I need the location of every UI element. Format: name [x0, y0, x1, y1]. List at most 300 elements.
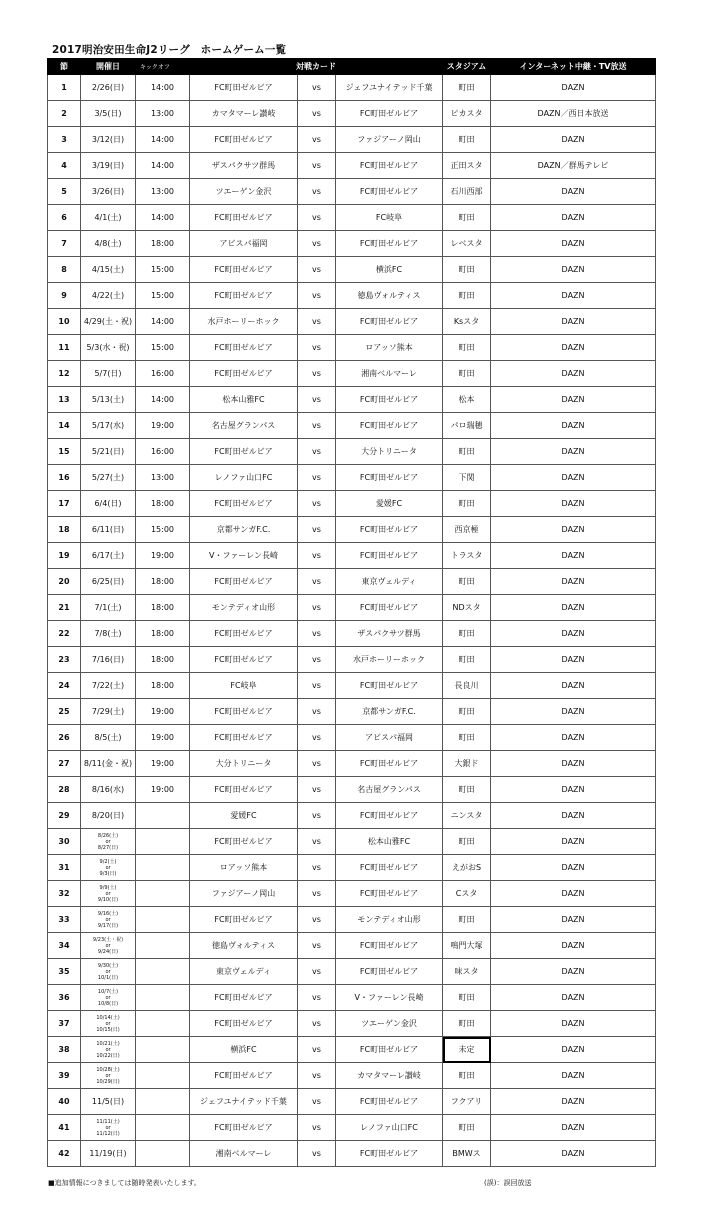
vs-label: vs	[298, 673, 336, 699]
table-row	[48, 621, 656, 647]
vs-label: vs	[298, 257, 336, 283]
home-team: FC町田ゼルビア	[190, 725, 298, 751]
home-team: V・ファーレン長崎	[190, 543, 298, 569]
section-number: 25	[48, 699, 81, 725]
kickoff-time: 14:00	[136, 127, 190, 153]
match-date: 4/15(土)	[81, 257, 136, 283]
section-number: 42	[48, 1141, 81, 1167]
away-team: 大分トリニータ	[336, 439, 443, 465]
kickoff-time: 19:00	[136, 751, 190, 777]
table-row	[48, 985, 656, 1011]
away-team: 湘南ベルマーレ	[336, 361, 443, 387]
table-row	[48, 517, 656, 543]
home-team: 愛媛FC	[190, 803, 298, 829]
vs-label: vs	[298, 465, 336, 491]
kickoff-time: 15:00	[136, 335, 190, 361]
vs-label: vs	[298, 647, 336, 673]
table-header-row	[48, 59, 656, 75]
stadium-name: 町田	[443, 127, 491, 153]
stadium-name: NDスタ	[443, 595, 491, 621]
vs-label: vs	[298, 1141, 336, 1167]
section-number: 41	[48, 1115, 81, 1141]
stadium-name: 町田	[443, 257, 491, 283]
table-row	[48, 725, 656, 751]
away-team: FC町田ゼルビア	[336, 179, 443, 205]
section-number: 6	[48, 205, 81, 231]
broadcast-info: DAZN	[491, 257, 656, 283]
kickoff-time: 18:00	[136, 621, 190, 647]
away-team: FC岐阜	[336, 205, 443, 231]
kickoff-time: 18:00	[136, 491, 190, 517]
stadium-name: 町田	[443, 491, 491, 517]
section-number: 20	[48, 569, 81, 595]
section-number: 26	[48, 725, 81, 751]
broadcast-info: DAZN	[491, 75, 656, 101]
broadcast-info: DAZN	[491, 829, 656, 855]
kickoff-time	[136, 855, 190, 881]
section-number: 23	[48, 647, 81, 673]
broadcast-info: DAZN	[491, 959, 656, 985]
kickoff-time	[136, 1063, 190, 1089]
home-team: ジェフユナイテッド千葉	[190, 1089, 298, 1115]
home-team: FC町田ゼルビア	[190, 777, 298, 803]
page-title: 2017明治安田生命J2リーグ ホームゲーム一覧	[52, 44, 287, 56]
away-team: FC町田ゼルビア	[336, 413, 443, 439]
table-row	[48, 803, 656, 829]
vs-label: vs	[298, 75, 336, 101]
match-date-line: 10/14(土)	[96, 1014, 120, 1021]
match-date: 8/20(日)	[81, 803, 136, 829]
away-team: アビスパ福岡	[336, 725, 443, 751]
match-date	[81, 1115, 136, 1141]
section-number: 14	[48, 413, 81, 439]
match-date	[81, 959, 136, 985]
table-row	[48, 673, 656, 699]
stadium-name: 石川西部	[443, 179, 491, 205]
match-date-line: or	[105, 942, 111, 949]
match-date: 5/21(日)	[81, 439, 136, 465]
header-card: 対戦カード	[190, 59, 443, 75]
table-row	[48, 439, 656, 465]
away-team: FC町田ゼルビア	[336, 517, 443, 543]
match-date	[81, 907, 136, 933]
home-team: FC町田ゼルビア	[190, 127, 298, 153]
table-row	[48, 335, 656, 361]
kickoff-time	[136, 985, 190, 1011]
table-row	[48, 1089, 656, 1115]
table-row	[48, 231, 656, 257]
table-row	[48, 543, 656, 569]
match-date: 6/17(土)	[81, 543, 136, 569]
broadcast-info: DAZN	[491, 985, 656, 1011]
table-row	[48, 959, 656, 985]
away-team: 横浜FC	[336, 257, 443, 283]
section-number: 34	[48, 933, 81, 959]
match-date-line: 10/7(土)	[97, 988, 119, 995]
match-date: 6/4(日)	[81, 491, 136, 517]
broadcast-info: DAZN	[491, 361, 656, 387]
home-team: 横浜FC	[190, 1037, 298, 1063]
match-date-line: or	[105, 864, 111, 871]
home-team: 松本山雅FC	[190, 387, 298, 413]
home-team: 水戸ホーリーホック	[190, 309, 298, 335]
section-number: 11	[48, 335, 81, 361]
vs-label: vs	[298, 959, 336, 985]
vs-label: vs	[298, 751, 336, 777]
kickoff-time: 15:00	[136, 283, 190, 309]
broadcast-info: DAZN	[491, 413, 656, 439]
match-date	[81, 985, 136, 1011]
kickoff-time	[136, 803, 190, 829]
table-row	[48, 179, 656, 205]
section-number: 5	[48, 179, 81, 205]
stadium-name: 鳴門大塚	[443, 933, 491, 959]
match-date-line: 8/27(日)	[97, 844, 119, 851]
table-row	[48, 1063, 656, 1089]
broadcast-info: DAZN	[491, 335, 656, 361]
stadium-name: 松本	[443, 387, 491, 413]
section-number: 29	[48, 803, 81, 829]
match-date-line: or	[105, 916, 111, 923]
away-team: FC町田ゼルビア	[336, 1141, 443, 1167]
home-team: 大分トリニータ	[190, 751, 298, 777]
broadcast-info: DAZN	[491, 231, 656, 257]
stadium-name: トラスタ	[443, 543, 491, 569]
table-row	[48, 569, 656, 595]
home-team: 湘南ベルマーレ	[190, 1141, 298, 1167]
match-date: 3/5(日)	[81, 101, 136, 127]
broadcast-info: DAZN	[491, 1037, 656, 1063]
kickoff-time: 18:00	[136, 647, 190, 673]
match-date: 11/19(日)	[81, 1141, 136, 1167]
vs-label: vs	[298, 1115, 336, 1141]
stadium-name: 町田	[443, 829, 491, 855]
home-team: ザスパクサツ群馬	[190, 153, 298, 179]
kickoff-time: 18:00	[136, 231, 190, 257]
vs-label: vs	[298, 803, 336, 829]
kickoff-time	[136, 1141, 190, 1167]
table-row	[48, 933, 656, 959]
match-date: 4/22(土)	[81, 283, 136, 309]
home-team: FC町田ゼルビア	[190, 75, 298, 101]
kickoff-time	[136, 829, 190, 855]
match-date-line: or	[105, 968, 111, 975]
section-number: 1	[48, 75, 81, 101]
broadcast-info: DAZN	[491, 673, 656, 699]
stadium-name: 町田	[443, 283, 491, 309]
match-date-line: or	[105, 1046, 111, 1053]
away-team: ファジアーノ岡山	[336, 127, 443, 153]
header-stadium: スタジアム	[443, 59, 491, 75]
section-number: 15	[48, 439, 81, 465]
match-date-line: 10/15(日)	[96, 1026, 120, 1033]
away-team: 名古屋グランパス	[336, 777, 443, 803]
vs-label: vs	[298, 361, 336, 387]
home-team: アビスパ福岡	[190, 231, 298, 257]
home-team: 名古屋グランパス	[190, 413, 298, 439]
away-team: ジェフユナイテッド千葉	[336, 75, 443, 101]
match-date: 7/16(日)	[81, 647, 136, 673]
away-team: FC町田ゼルビア	[336, 309, 443, 335]
kickoff-time	[136, 933, 190, 959]
table-row	[48, 491, 656, 517]
away-team: 松本山雅FC	[336, 829, 443, 855]
stadium-name: BMWス	[443, 1141, 491, 1167]
kickoff-time	[136, 1089, 190, 1115]
home-team: FC町田ゼルビア	[190, 621, 298, 647]
broadcast-info: DAZN	[491, 1141, 656, 1167]
table-row	[48, 595, 656, 621]
kickoff-time: 13:00	[136, 101, 190, 127]
match-date	[81, 881, 136, 907]
broadcast-info: DAZN	[491, 855, 656, 881]
section-number: 28	[48, 777, 81, 803]
footer-legend: (誤)：誤回放送	[484, 1179, 532, 1187]
vs-label: vs	[298, 205, 336, 231]
vs-label: vs	[298, 1063, 336, 1089]
stadium-name: ニンスタ	[443, 803, 491, 829]
broadcast-info: DAZN	[491, 387, 656, 413]
table-row	[48, 361, 656, 387]
vs-label: vs	[298, 829, 336, 855]
kickoff-time: 19:00	[136, 777, 190, 803]
away-team: 京都サンガF.C.	[336, 699, 443, 725]
vs-label: vs	[298, 413, 336, 439]
match-date: 8/11(金・祝)	[81, 751, 136, 777]
table-row	[48, 881, 656, 907]
vs-label: vs	[298, 881, 336, 907]
match-date-line: 11/12(日)	[96, 1130, 120, 1137]
home-team: ファジアーノ岡山	[190, 881, 298, 907]
broadcast-info: DAZN	[491, 1063, 656, 1089]
section-number: 40	[48, 1089, 81, 1115]
away-team: ツエーゲン金沢	[336, 1011, 443, 1037]
section-number: 7	[48, 231, 81, 257]
vs-label: vs	[298, 855, 336, 881]
match-date: 3/26(日)	[81, 179, 136, 205]
vs-label: vs	[298, 335, 336, 361]
table-row	[48, 75, 656, 101]
kickoff-time: 14:00	[136, 75, 190, 101]
home-team: カマタマーレ讃岐	[190, 101, 298, 127]
vs-label: vs	[298, 1011, 336, 1037]
kickoff-time	[136, 907, 190, 933]
vs-label: vs	[298, 101, 336, 127]
broadcast-info: DAZN	[491, 881, 656, 907]
match-date: 4/29(土・祝)	[81, 309, 136, 335]
table-row	[48, 387, 656, 413]
away-team: 徳島ヴォルティス	[336, 283, 443, 309]
kickoff-time	[136, 959, 190, 985]
match-date: 6/25(日)	[81, 569, 136, 595]
stadium-name: ピカスタ	[443, 101, 491, 127]
match-date-line: 9/23(土・祝)	[92, 936, 124, 943]
match-date-line: 9/16(土)	[97, 910, 119, 917]
match-date: 4/8(土)	[81, 231, 136, 257]
match-date-line: or	[105, 890, 111, 897]
home-team: FC町田ゼルビア	[190, 907, 298, 933]
match-date: 5/7(日)	[81, 361, 136, 387]
match-date: 2/26(日)	[81, 75, 136, 101]
stadium-name: 町田	[443, 205, 491, 231]
stadium-name: 町田	[443, 699, 491, 725]
section-number: 38	[48, 1037, 81, 1063]
broadcast-info: DAZN	[491, 777, 656, 803]
kickoff-time: 19:00	[136, 413, 190, 439]
broadcast-info: DAZN	[491, 179, 656, 205]
match-date: 3/19(日)	[81, 153, 136, 179]
table-row	[48, 907, 656, 933]
stadium-name: 町田	[443, 725, 491, 751]
section-number: 10	[48, 309, 81, 335]
kickoff-time: 19:00	[136, 543, 190, 569]
away-team: 水戸ホーリーホック	[336, 647, 443, 673]
section-number: 9	[48, 283, 81, 309]
home-team: FC町田ゼルビア	[190, 205, 298, 231]
broadcast-info: DAZN	[491, 751, 656, 777]
section-number: 36	[48, 985, 81, 1011]
match-date: 8/5(土)	[81, 725, 136, 751]
home-team: FC町田ゼルビア	[190, 491, 298, 517]
away-team: FC町田ゼルビア	[336, 751, 443, 777]
away-team: FC町田ゼルビア	[336, 543, 443, 569]
vs-label: vs	[298, 439, 336, 465]
match-date: 6/11(日)	[81, 517, 136, 543]
kickoff-time	[136, 1115, 190, 1141]
section-number: 2	[48, 101, 81, 127]
match-date-line: 9/24(日)	[97, 948, 119, 955]
home-team: FC町田ゼルビア	[190, 257, 298, 283]
match-date	[81, 1037, 136, 1063]
match-date-line: 10/22(日)	[96, 1052, 120, 1059]
stadium-name: 町田	[443, 1011, 491, 1037]
broadcast-info: DAZN	[491, 699, 656, 725]
broadcast-info: DAZN	[491, 569, 656, 595]
broadcast-info: DAZN	[491, 1011, 656, 1037]
vs-label: vs	[298, 491, 336, 517]
kickoff-time: 18:00	[136, 595, 190, 621]
match-date-line: 10/1(日)	[97, 974, 119, 981]
stadium-name: 大銀ド	[443, 751, 491, 777]
away-team: ザスパクサツ群馬	[336, 621, 443, 647]
away-team: FC町田ゼルビア	[336, 933, 443, 959]
vs-label: vs	[298, 127, 336, 153]
broadcast-info: DAZN	[491, 1089, 656, 1115]
home-team: FC町田ゼルビア	[190, 439, 298, 465]
match-date-line: 9/3(日)	[99, 870, 117, 877]
vs-label: vs	[298, 933, 336, 959]
broadcast-info: DAZN	[491, 283, 656, 309]
home-team: FC岐阜	[190, 673, 298, 699]
vs-label: vs	[298, 543, 336, 569]
broadcast-info: DAZN	[491, 517, 656, 543]
kickoff-time: 14:00	[136, 387, 190, 413]
stadium-name: 下関	[443, 465, 491, 491]
match-date	[81, 933, 136, 959]
stadium-name: 町田	[443, 75, 491, 101]
stadium-name: 味スタ	[443, 959, 491, 985]
broadcast-info: DAZN	[491, 309, 656, 335]
table-row	[48, 829, 656, 855]
home-team: FC町田ゼルビア	[190, 361, 298, 387]
section-number: 19	[48, 543, 81, 569]
table-row	[48, 647, 656, 673]
table-row	[48, 1115, 656, 1141]
stadium-name: Cスタ	[443, 881, 491, 907]
home-team: ツエーゲン金沢	[190, 179, 298, 205]
match-date: 7/22(土)	[81, 673, 136, 699]
away-team: FC町田ゼルビア	[336, 153, 443, 179]
match-date-line: 8/26(土)	[97, 832, 119, 839]
broadcast-info: DAZN	[491, 1115, 656, 1141]
broadcast-info: DAZN／西日本放送	[491, 101, 656, 127]
table-row	[48, 413, 656, 439]
vs-label: vs	[298, 569, 336, 595]
home-team: FC町田ゼルビア	[190, 1063, 298, 1089]
away-team: FC町田ゼルビア	[336, 881, 443, 907]
away-team: カマタマーレ讃岐	[336, 1063, 443, 1089]
match-date: 5/27(土)	[81, 465, 136, 491]
home-team: モンテディオ山形	[190, 595, 298, 621]
section-number: 32	[48, 881, 81, 907]
stadium-name: フクアリ	[443, 1089, 491, 1115]
stadium-name: えがおS	[443, 855, 491, 881]
table-row	[48, 1141, 656, 1167]
match-date-line: 10/28(土)	[96, 1066, 120, 1073]
kickoff-time: 19:00	[136, 699, 190, 725]
broadcast-info: DAZN	[491, 647, 656, 673]
vs-label: vs	[298, 1037, 336, 1063]
vs-label: vs	[298, 1089, 336, 1115]
broadcast-info: DAZN	[491, 933, 656, 959]
table-row	[48, 257, 656, 283]
stadium-name: パロ瑞穂	[443, 413, 491, 439]
away-team: V・ファーレン長崎	[336, 985, 443, 1011]
match-date	[81, 855, 136, 881]
kickoff-time: 19:00	[136, 725, 190, 751]
match-date-line: 9/2(土)	[99, 858, 117, 865]
section-number: 24	[48, 673, 81, 699]
section-number: 4	[48, 153, 81, 179]
broadcast-info: DAZN	[491, 803, 656, 829]
section-number: 16	[48, 465, 81, 491]
table-row	[48, 1037, 656, 1063]
header-sec: 節	[48, 59, 81, 75]
match-date: 4/1(土)	[81, 205, 136, 231]
vs-label: vs	[298, 517, 336, 543]
home-team: FC町田ゼルビア	[190, 283, 298, 309]
vs-label: vs	[298, 907, 336, 933]
table-row	[48, 751, 656, 777]
section-number: 30	[48, 829, 81, 855]
match-date-line: 10/21(土)	[96, 1040, 120, 1047]
section-number: 21	[48, 595, 81, 621]
section-number: 17	[48, 491, 81, 517]
match-date-line: or	[105, 1124, 111, 1131]
match-date	[81, 1063, 136, 1089]
broadcast-info: DAZN	[491, 205, 656, 231]
match-date: 3/12(日)	[81, 127, 136, 153]
table-row	[48, 699, 656, 725]
footer-note: ■追加情報につきましては随時発表いたします。	[48, 1179, 201, 1187]
kickoff-time: 16:00	[136, 361, 190, 387]
kickoff-time	[136, 881, 190, 907]
stadium-name: レベスタ	[443, 231, 491, 257]
match-date: 5/3(水・祝)	[81, 335, 136, 361]
broadcast-info: DAZN	[491, 491, 656, 517]
away-team: FC町田ゼルビア	[336, 101, 443, 127]
kickoff-time: 18:00	[136, 569, 190, 595]
